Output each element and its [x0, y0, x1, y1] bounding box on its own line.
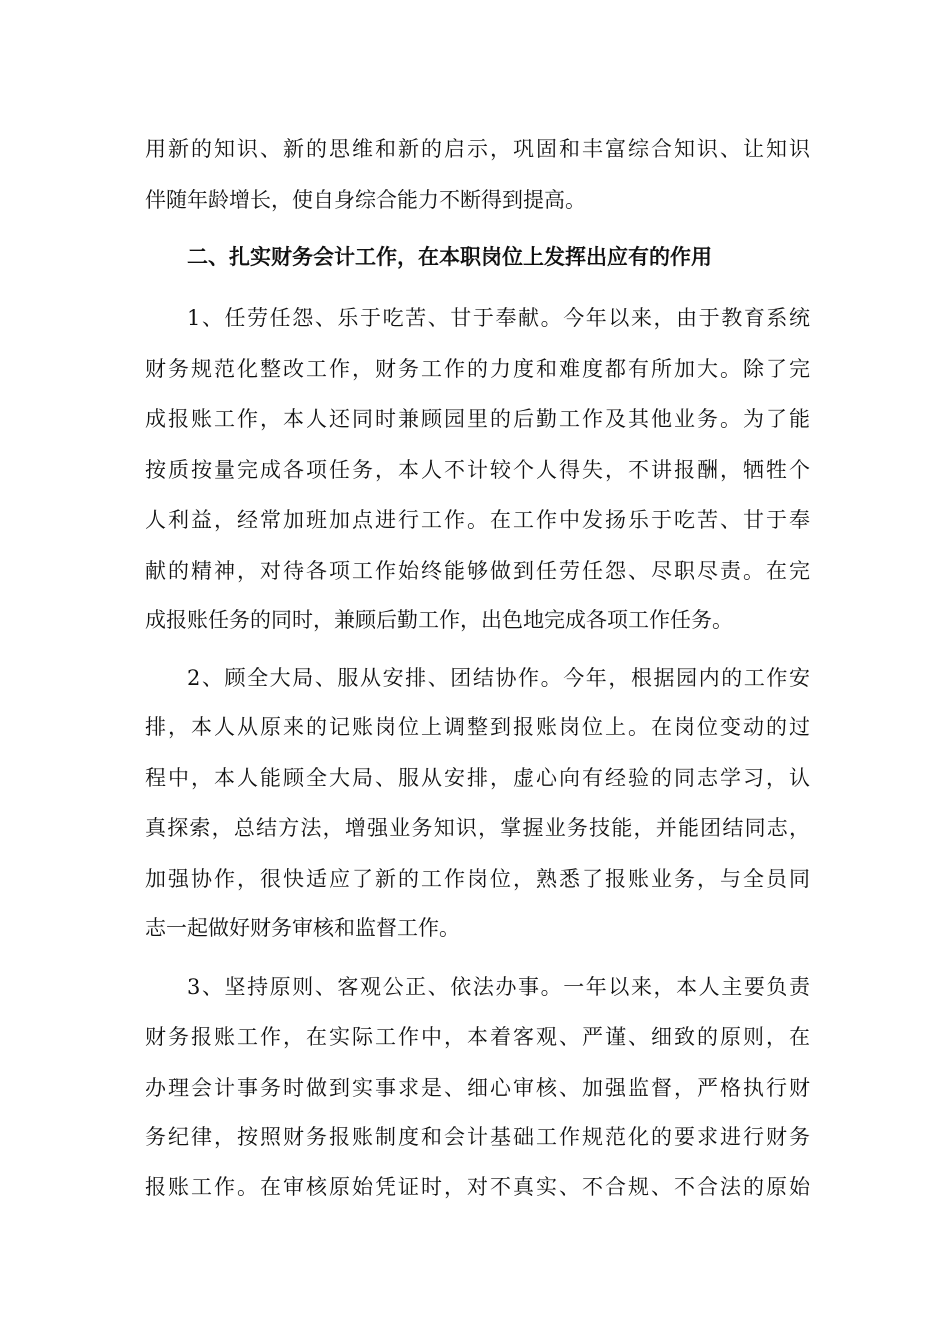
paragraph-line: 办理会计事务时做到实事求是、细心审核、加强监督，严格执行财	[145, 1076, 810, 1100]
paragraph-line: 排，本人从原来的记账岗位上调整到报账岗位上。在岗位变动的过	[145, 715, 810, 739]
paragraph-line: 财务报账工作，在实际工作中，本着客观、严谨、细致的原则，在	[145, 1025, 810, 1049]
paragraph-line: 2、顾全大局、服从安排、团结协作。今年，根据园内的工作安	[187, 666, 810, 690]
paragraph-line: 按质按量完成各项任务，本人不计较个人得失，不讲报酬，牺牲个	[145, 458, 810, 482]
paragraph-line: 用新的知识、新的思维和新的启示，巩固和丰富综合知识、让知识	[145, 137, 810, 161]
paragraph-line: 3、坚持原则、客观公正、依法办事。一年以来，本人主要负责	[187, 975, 810, 999]
paragraph-line: 财务规范化整改工作，财务工作的力度和难度都有所加大。除了完	[145, 357, 810, 381]
paragraph-line: 成报账工作，本人还同时兼顾园里的后勤工作及其他业务。为了能	[145, 407, 810, 431]
paragraph-line: 成报账任务的同时，兼顾后勤工作，出色地完成各项工作任务。	[145, 608, 733, 632]
paragraph-line: 伴随年龄增长，使自身综合能力不断得到提高。	[145, 188, 586, 212]
paragraph-line: 1、任劳任怨、乐于吃苦、甘于奉献。今年以来，由于教育系统	[187, 306, 810, 330]
paragraph-line: 真探索，总结方法，增强业务知识，掌握业务技能，并能团结同志，	[145, 816, 810, 840]
paragraph-line: 志一起做好财务审核和监督工作。	[145, 916, 460, 940]
section-heading: 二、扎实财务会计工作，在本职岗位上发挥出应有的作用	[187, 245, 712, 269]
paragraph-line: 献的精神，对待各项工作始终能够做到任劳任怨、尽职尽责。在完	[145, 559, 810, 583]
paragraph-line: 人利益，经常加班加点进行工作。在工作中发扬乐于吃苦、甘于奉	[145, 508, 810, 532]
paragraph-line: 务纪律，按照财务报账制度和会计基础工作规范化的要求进行财务	[145, 1125, 810, 1149]
paragraph-line: 报账工作。在审核原始凭证时，对不真实、不合规、不合法的原始	[145, 1175, 810, 1199]
paragraph-line: 程中，本人能顾全大局、服从安排，虚心向有经验的同志学习，认	[145, 766, 810, 790]
paragraph-line: 加强协作，很快适应了新的工作岗位，熟悉了报账业务，与全员同	[145, 867, 810, 891]
